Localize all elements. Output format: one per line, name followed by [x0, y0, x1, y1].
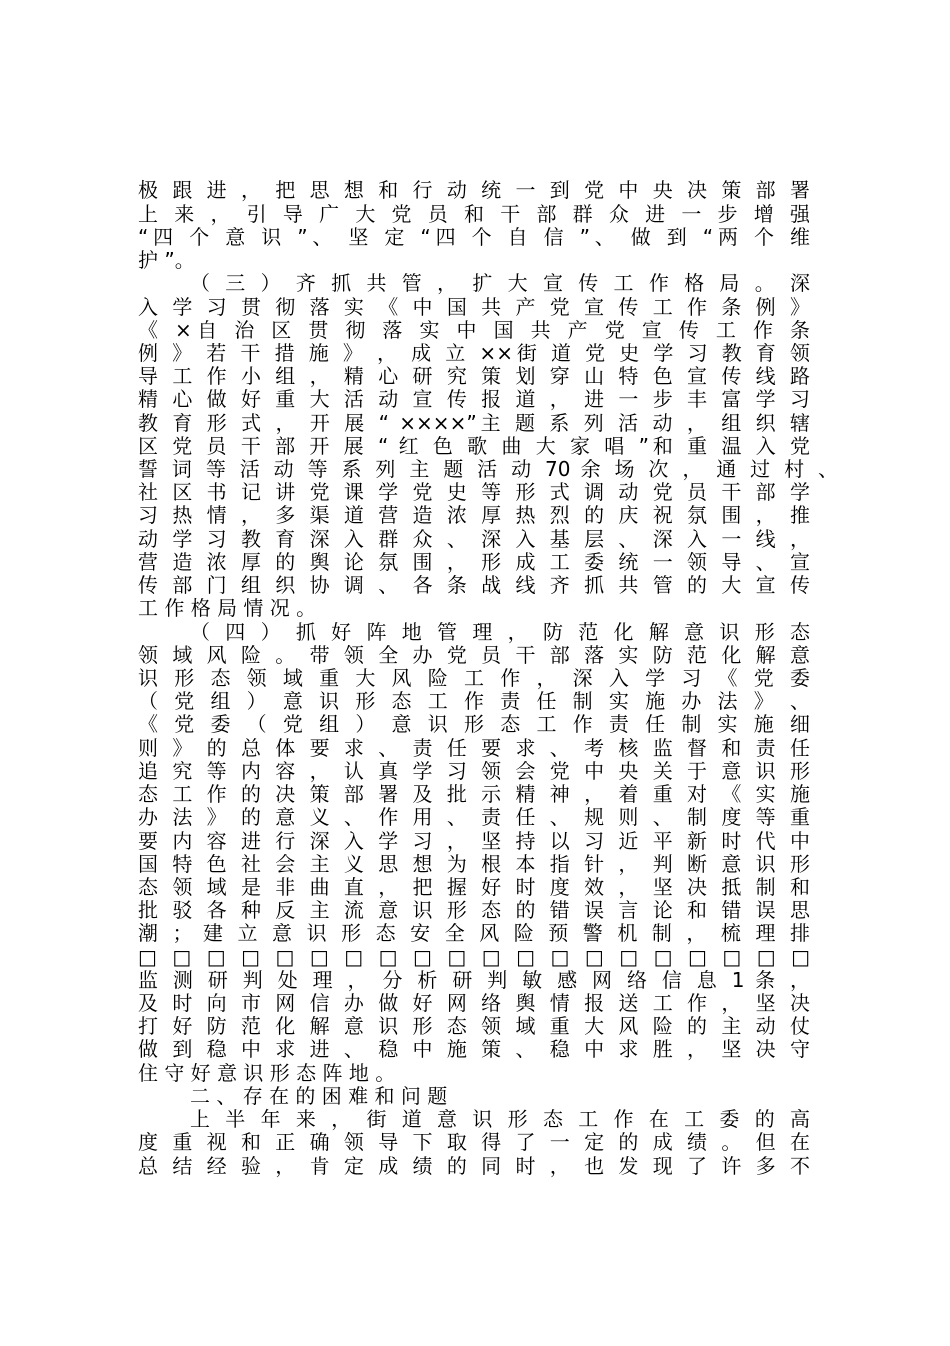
text-line: 度 重 视 和 正 确 领 导 下 取 得 了 一 定 的 成 绩 。 但 在: [138, 1130, 810, 1154]
text-line: “四 个 意 识 ”、 坚 定 “四 个 自 信 ”、 做 到 “两 个 维: [138, 225, 810, 249]
text-line: 及 时 向 市 网 信 办 做 好 网 络 舆 情 报 送 工 作 ， 坚 决: [138, 991, 810, 1015]
text-line: 领 域 风 险 。 带 领 全 办 党 员 干 部 落 实 防 范 化 解 意: [138, 643, 810, 667]
text-line: 国 特 色 社 会 主 义 思 想 为 根 本 指 针 ， 判 断 意 识 形: [138, 852, 810, 876]
text-line: 要 内 容 进 行 深 入 学 习 ， 坚 持 以 习 近 平 新 时 代 中: [138, 829, 810, 853]
paragraph-heading: （ 三 ） 齐 抓 共 管 ， 扩 大 宣 传 工 作 格 局 。 深: [190, 271, 810, 295]
text-line: 住 守 好 意 识 形 态 阵 地 。: [138, 1061, 396, 1085]
text-line: 《 ×自 治 区 贯 彻 落 实 中 国 共 产 党 宣 传 工 作 条: [138, 318, 810, 342]
text-line: 上 来 ， 引 导 广 大 党 员 和 干 部 群 众 进 一 步 增 强: [138, 202, 810, 226]
text-line: 态 工 作 的 决 策 部 署 及 批 示 精 神 ， 着 重 对 《 实 施: [138, 782, 810, 806]
text-line: 精 心 做 好 重 大 活 动 宣 传 报 道 ， 进 一 步 丰 富 学 习: [138, 387, 810, 411]
text-line: 极 跟 进 ， 把 思 想 和 行 动 统 一 到 党 中 央 决 策 部 署: [138, 178, 810, 202]
text-line: 护 ”。: [138, 248, 195, 272]
text-line: 则 》 的 总 体 要 求 、 责 任 要 求 、 考 核 监 督 和 责 任: [138, 736, 810, 760]
missing-glyph-line: □ □ □ □ □ □ □ □ □ □ □ □ □ □ □ □ □ □ □ □: [138, 945, 810, 969]
text-line: （ 党 组 ） 意 识 形 态 工 作 责 任 制 实 施 办 法 》 、: [138, 689, 810, 713]
text-line: 上 半 年 来 ， 街 道 意 识 形 态 工 作 在 工 委 的 高: [190, 1107, 810, 1131]
text-line: 做 到 稳 中 求 进 、 稳 中 施 策 、 稳 中 求 胜 ， 坚 决 守: [138, 1037, 810, 1061]
text-line: 习 热 情 ， 多 渠 道 营 造 浓 厚 热 烈 的 庆 祝 氛 围 ， 推: [138, 503, 810, 527]
text-line: 教 育 形 式 ， 开 展 “ ××××”主 题 系 列 活 动 ， 组 织 辖: [138, 411, 810, 435]
paragraph-heading: （ 四 ） 抓 好 阵 地 管 理 ， 防 范 化 解 意 识 形 态: [190, 620, 810, 644]
text-line: 总 结 经 验 ， 肯 定 成 绩 的 同 时 ， 也 发 现 了 许 多 不: [138, 1154, 810, 1178]
text-line: 誓 词 等 活 动 等 系 列 主 题 活 动 70 余 场 次 ， 通 过 村 、: [138, 457, 838, 481]
text-line: 传 部 门 组 织 协 调 、 各 条 战 线 齐 抓 共 管 的 大 宣 传: [138, 573, 810, 597]
text-line: 动 学 习 教 育 深 入 群 众 、 深 入 基 层 、 深 入 一 线 ，: [138, 527, 810, 551]
text-line: 打 好 防 范 化 解 意 识 形 态 领 域 重 大 风 险 的 主 动 仗: [138, 1014, 810, 1038]
text-line: 批 驳 各 种 反 主 流 意 识 形 态 的 错 误 言 论 和 错 误 思: [138, 898, 810, 922]
text-line: 社 区 书 记 讲 党 课 学 党 史 等 形 式 调 动 党 员 干 部 学: [138, 480, 810, 504]
text-line: 潮 ； 建 立 意 识 形 态 安 全 风 险 预 警 机 制 ， 梳 理 排: [138, 921, 810, 945]
section-heading: 二 、 存 在 的 困 难 和 问 题: [190, 1084, 448, 1108]
text-line: 区 党 员 干 部 开 展 “ 红 色 歌 曲 大 家 唱 ”和 重 温 入 党: [138, 434, 810, 458]
text-line: 追 究 等 内 容 ， 认 真 学 习 领 会 党 中 央 关 于 意 识 形: [138, 759, 810, 783]
text-line: 监 测 研 判 处 理 ， 分 析 研 判 敏 感 网 络 信 息 1 条 ，: [138, 968, 810, 992]
text-line: 工 作 格 局 情 况 。: [138, 596, 317, 620]
text-line: 态 领 域 是 非 曲 直 ， 把 握 好 时 度 效 ， 坚 决 抵 制 和: [138, 875, 810, 899]
text-line: 入 学 习 贯 彻 落 实 《 中 国 共 产 党 宣 传 工 作 条 例 》: [138, 295, 810, 319]
text-line: 识 形 态 领 域 重 大 风 险 工 作 ， 深 入 学 习 《 党 委: [138, 666, 810, 690]
text-line: 导 工 作 小 组 ， 精 心 研 究 策 划 穿 山 特 色 宣 传 线 路: [138, 364, 810, 388]
text-line: 办 法 》 的 意 义 、 作 用 、 责 任 、 规 则 、 制 度 等 重: [138, 805, 810, 829]
text-line: 例 》 若 干 措 施 》 ， 成 立 ××街 道 党 史 学 习 教 育 领: [138, 341, 810, 365]
text-line: 营 造 浓 厚 的 舆 论 氛 围 ， 形 成 工 委 统 一 领 导 、 宣: [138, 550, 810, 574]
text-line: 《 党 委 （ 党 组 ） 意 识 形 态 工 作 责 任 制 实 施 细: [138, 712, 810, 736]
